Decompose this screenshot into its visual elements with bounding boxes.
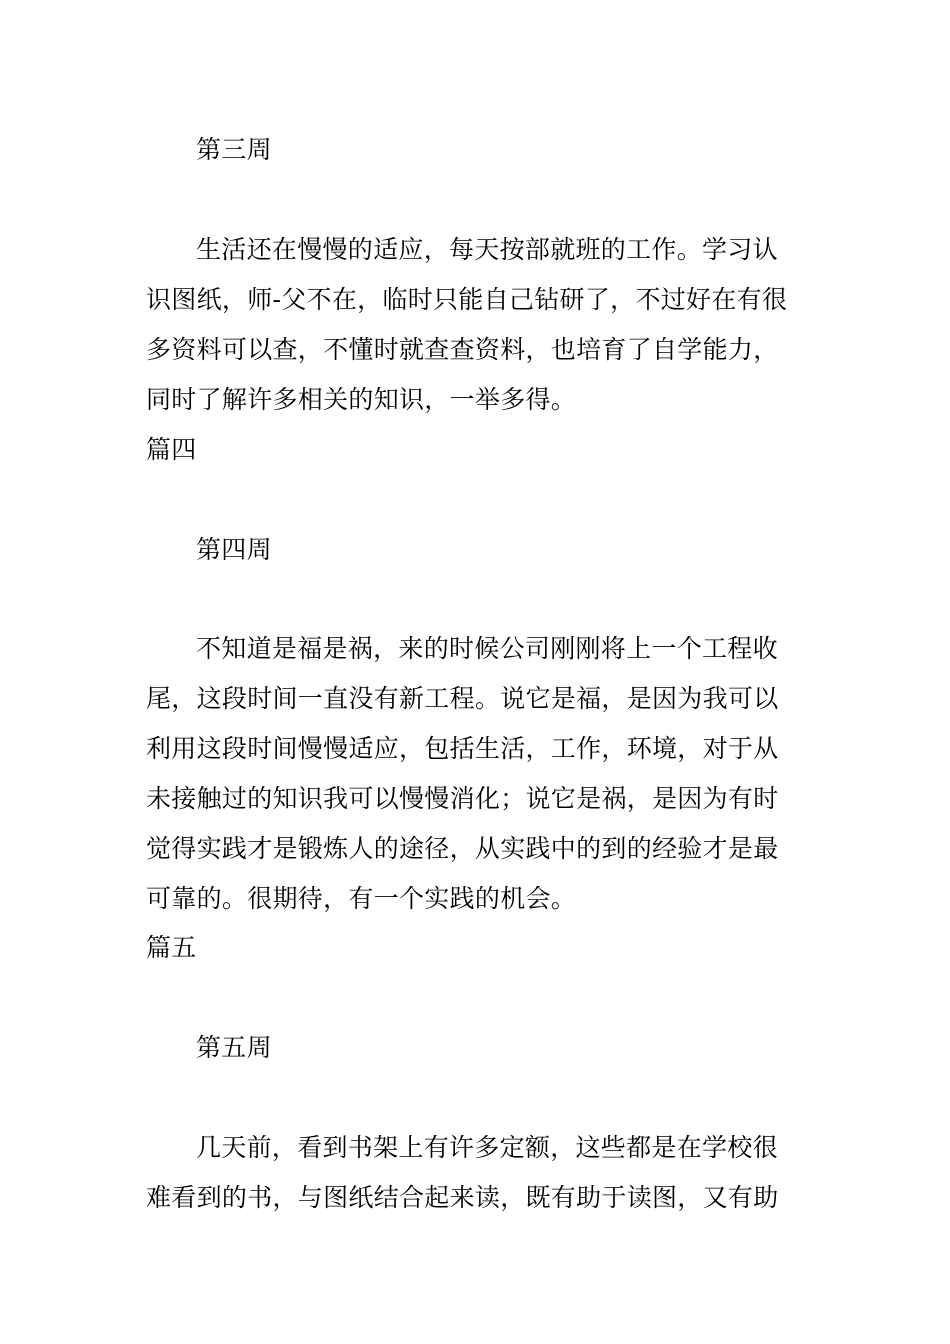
- week4-line-4: 未接触过的知识我可以慢慢消化；说它是祸，是因为有时: [146, 784, 779, 813]
- week4-line-3: 利用这段时间慢慢适应，包括生活，工作，环境，对于从: [146, 734, 779, 763]
- week3-title: 第三周: [196, 135, 272, 164]
- week4-line-6: 可靠的。很期待，有一个实践的机会。: [146, 884, 577, 913]
- week4-line-1: 不知道是福是祸，来的时候公司刚刚将上一个工程收: [196, 634, 778, 663]
- week3-line-1: 生活还在慢慢的适应，每天按部就班的工作。学习认: [196, 235, 778, 264]
- week4-line-5: 觉得实践才是锻炼人的途径，从实践中的到的经验才是最: [146, 834, 779, 863]
- week5-line-1: 几天前，看到书架上有许多定额，这些都是在学校很: [196, 1133, 778, 1162]
- week5-line-2: 难看到的书，与图纸结合起来读，既有助于读图，又有助: [146, 1183, 779, 1212]
- week4-line-2: 尾，这段时间一直没有新工程。说它是福，是因为我可以: [146, 684, 779, 713]
- section4-heading: 篇四: [146, 435, 197, 464]
- week3-line-2: 识图纸，师-父不在，临时只能自己钻研了，不过好在有很: [146, 285, 788, 314]
- week4-title: 第四周: [196, 535, 272, 564]
- week3-line-3: 多资料可以查，不懂时就查查资料，也培育了自学能力，: [146, 335, 779, 364]
- week5-title: 第五周: [196, 1033, 272, 1062]
- week3-line-4: 同时了解许多相关的知识，一举多得。: [146, 385, 577, 414]
- section5-heading: 篇五: [146, 933, 197, 962]
